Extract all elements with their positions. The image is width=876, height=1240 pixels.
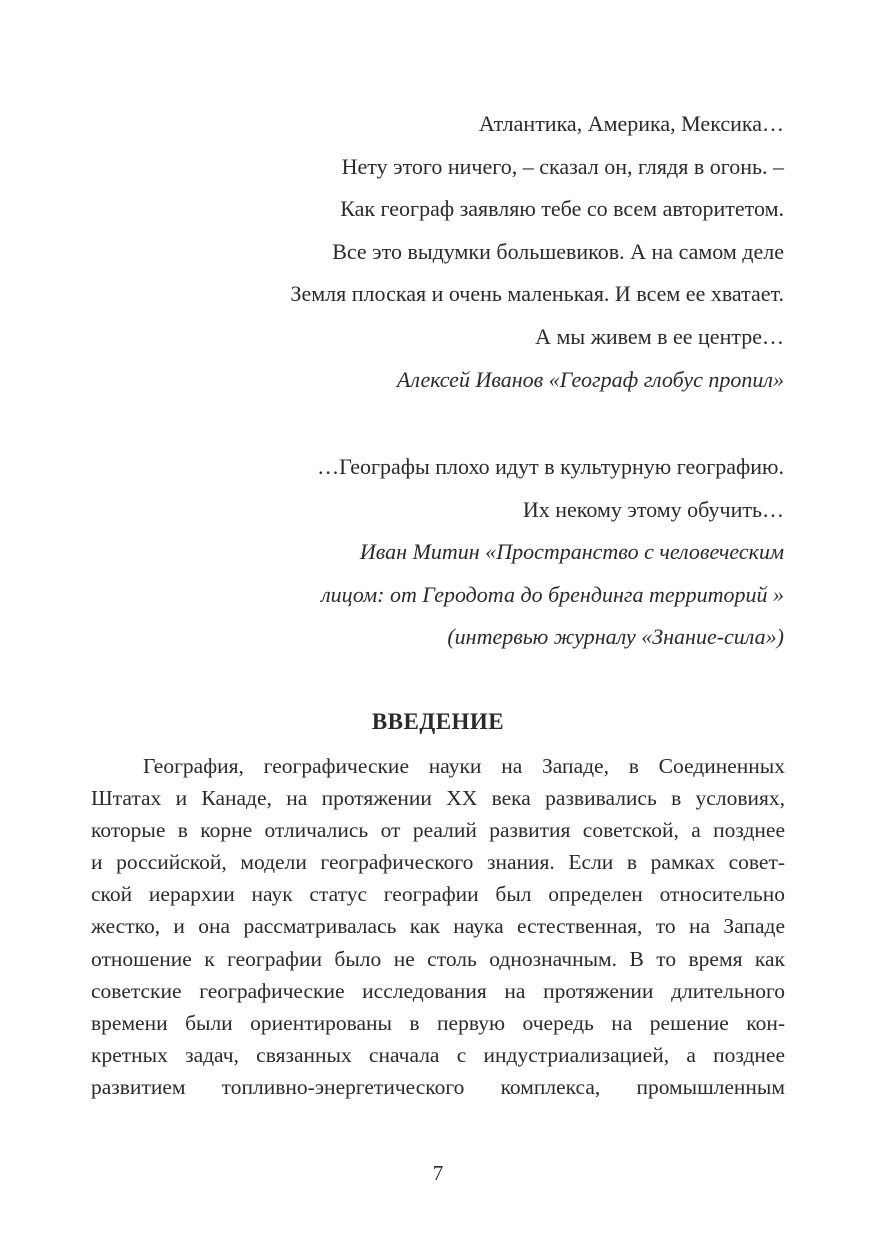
page-number: 7 (432, 1161, 444, 1185)
epigraph-line: Все это выдумки большевиков. А на самом деле (332, 238, 784, 264)
paragraph-line: кретных задач, связанных сначала с индустриализацией, а позднее (91, 1042, 785, 1067)
epigraph-mitin (84, 446, 784, 659)
epigraph-line: Как географ заявляю тебе со всем авторитетом. (340, 196, 784, 222)
paragraph-line: и российской, модели географического знания. Если в рамках совет- (91, 850, 785, 875)
paragraph-line: отношение к географии было не столь однозначным. В то время как (91, 946, 785, 971)
paragraph-line: Штатах и Канаде, на протяжении XX века развивались в условиях, (91, 786, 785, 811)
epigraph-attribution: Иван Митин «Пространство с человеческим (359, 539, 784, 565)
paragraph-line: жестко, и она рассматривалась как наука естественная, то на Западе (91, 914, 785, 939)
epigraph-attribution: Алексей Иванов «Географ глобус пропил» (396, 366, 784, 392)
epigraph-line: А мы живем в ее центре… (535, 323, 784, 349)
epigraph-line: Земля плоская и очень маленькая. И всем ее хватает. (290, 281, 784, 307)
epigraph-ivanov (84, 103, 784, 401)
epigraph-attribution: (интервью журналу «Знание-сила») (447, 624, 784, 650)
paragraph-line: советские географические исследования на протяжении длительного (91, 978, 785, 1003)
paragraph-line: География, географические науки на Западе, в Соединенных (143, 754, 785, 778)
body-paragraph (91, 750, 785, 1103)
epigraph-line: Нету этого ничего, – сказал он, глядя в огонь. – (341, 153, 784, 179)
paragraph-line: которые в корне отличались от реалий развития советской, а позднее (91, 818, 785, 843)
chapter-heading: ВВЕДЕНИЕ (371, 709, 505, 734)
paragraph-line: развитием топливно-энергетического комплекса, промышленным (91, 1074, 785, 1099)
epigraph-line: Их некому этому обучить… (522, 496, 784, 522)
paragraph-line: времени были ориентированы в первую очередь на решение кон- (91, 1010, 785, 1035)
epigraph-line: Атлантика, Америка, Мексика… (478, 111, 784, 136)
paragraph-line: ской иерархии наук статус географии был определен относительно (91, 882, 785, 907)
epigraph-line: …Географы плохо идут в культурную географию. (317, 454, 784, 479)
epigraph-attribution: лицом: от Геродота до брендинга территорий » (321, 581, 784, 607)
